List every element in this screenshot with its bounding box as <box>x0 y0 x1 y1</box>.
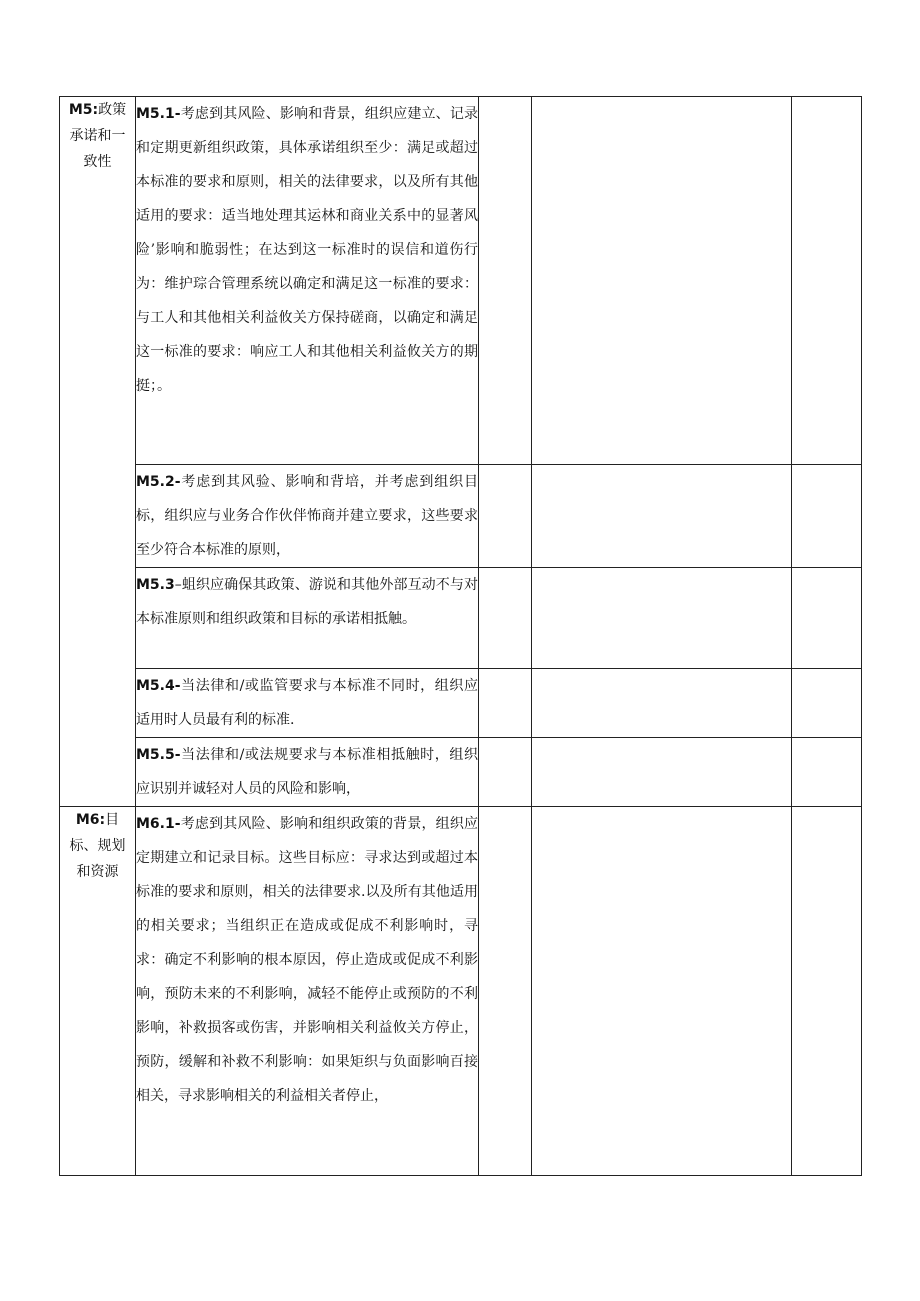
requirements-table <box>59 96 862 1176</box>
notes-cell <box>532 738 792 807</box>
requirement-cell-m5-5 <box>136 738 479 807</box>
check-cell <box>479 807 532 1176</box>
category-title: 政策承诺和一致性 <box>69 102 127 170</box>
requirement-cell-m5-4 <box>136 669 479 738</box>
score-cell <box>792 669 862 738</box>
notes-cell <box>532 807 792 1176</box>
requirement-cell-m5-1 <box>136 97 479 465</box>
check-cell <box>479 738 532 807</box>
requirement-code: M5.3 <box>136 577 175 593</box>
check-cell <box>479 669 532 738</box>
requirement-cell-m6-1 <box>136 807 479 1176</box>
score-cell <box>792 97 862 465</box>
notes-cell <box>532 568 792 669</box>
requirement-code: M5.5- <box>136 747 181 763</box>
category-cell-m6 <box>60 807 136 1176</box>
notes-cell <box>532 669 792 738</box>
score-cell <box>792 465 862 568</box>
requirement-cell-m5-3 <box>136 568 479 669</box>
requirement-code: M5.2- <box>136 474 181 490</box>
category-code: M5: <box>68 102 99 118</box>
score-cell <box>792 738 862 807</box>
category-cell-m5 <box>60 97 136 807</box>
notes-cell <box>532 97 792 465</box>
check-cell <box>479 568 532 669</box>
requirement-text: 考虑到其风验、影响和背培，并考虑到组织目标，组织应与业务合作伙伴怖商并建立要求，这些要求至少符合本标准的原则， <box>136 474 478 558</box>
notes-cell <box>532 465 792 568</box>
check-cell <box>479 465 532 568</box>
category-code: M6: <box>75 812 106 828</box>
requirement-text: 当法律和/或法规要求与本标准相抵触时，组织应识别并诚轻对人员的风险和影响， <box>136 747 478 797</box>
check-cell <box>479 97 532 465</box>
requirement-cell-m5-2 <box>136 465 479 568</box>
requirement-code: M5.4- <box>136 678 181 694</box>
requirement-text: 考虑到其风险、影响和背景，组织应建立、记录和定期更新组织政策，具体承诺组织至少：满足或超过本标准的要求和原则，相关的法律要求，以及所有其他适用的要求：适当地处理其运林和商业关系中的显著风险’影响和脆弱性；在达到这一标准时的误信和道伤行为：维护琮合管理系统以确定和满足这一标准的要求：与工人和其他相关利益攸关方保持磋商，以确定和满足这一标准的要求：响应工人和其他相关利益攸关方的期挺；。 <box>136 106 478 394</box>
category-title: 目标、规划和资源 <box>69 812 126 880</box>
requirement-text: 当法律和/或监管要求与本标准不同时，组织应适用时人员最有利的标准. <box>136 678 478 728</box>
requirement-text: –蛆织应确保其政策、游说和其他外部互动不与对本标准原则和组织政策和目标的承诺相抵触。 <box>136 577 478 627</box>
score-cell <box>792 568 862 669</box>
score-cell <box>792 807 862 1176</box>
requirement-code: M5.1- <box>136 106 181 122</box>
requirement-text: 考虑到其风险、影响和组织政策的背景，组织应定期建立和记录目标。这些目标应：寻求达到或超过本标准的要求和原则，相关的法律要求.以及所有其他适用的相关要求；当组织正在造成或促成不利影响时，寻求：确定不利影响的根本原因，停止造成或促成不利影响，预防未来的不利影响，减轻不能停止或预防的不利影响，补救损客或伤害，并影响相关利益攸关方停止，预防，缓解和补救不利影响：如果矩织与负面影响百接相关，寻求影响相关的利益相关者停止， <box>136 816 478 1104</box>
requirement-code: M6.1- <box>136 816 181 832</box>
